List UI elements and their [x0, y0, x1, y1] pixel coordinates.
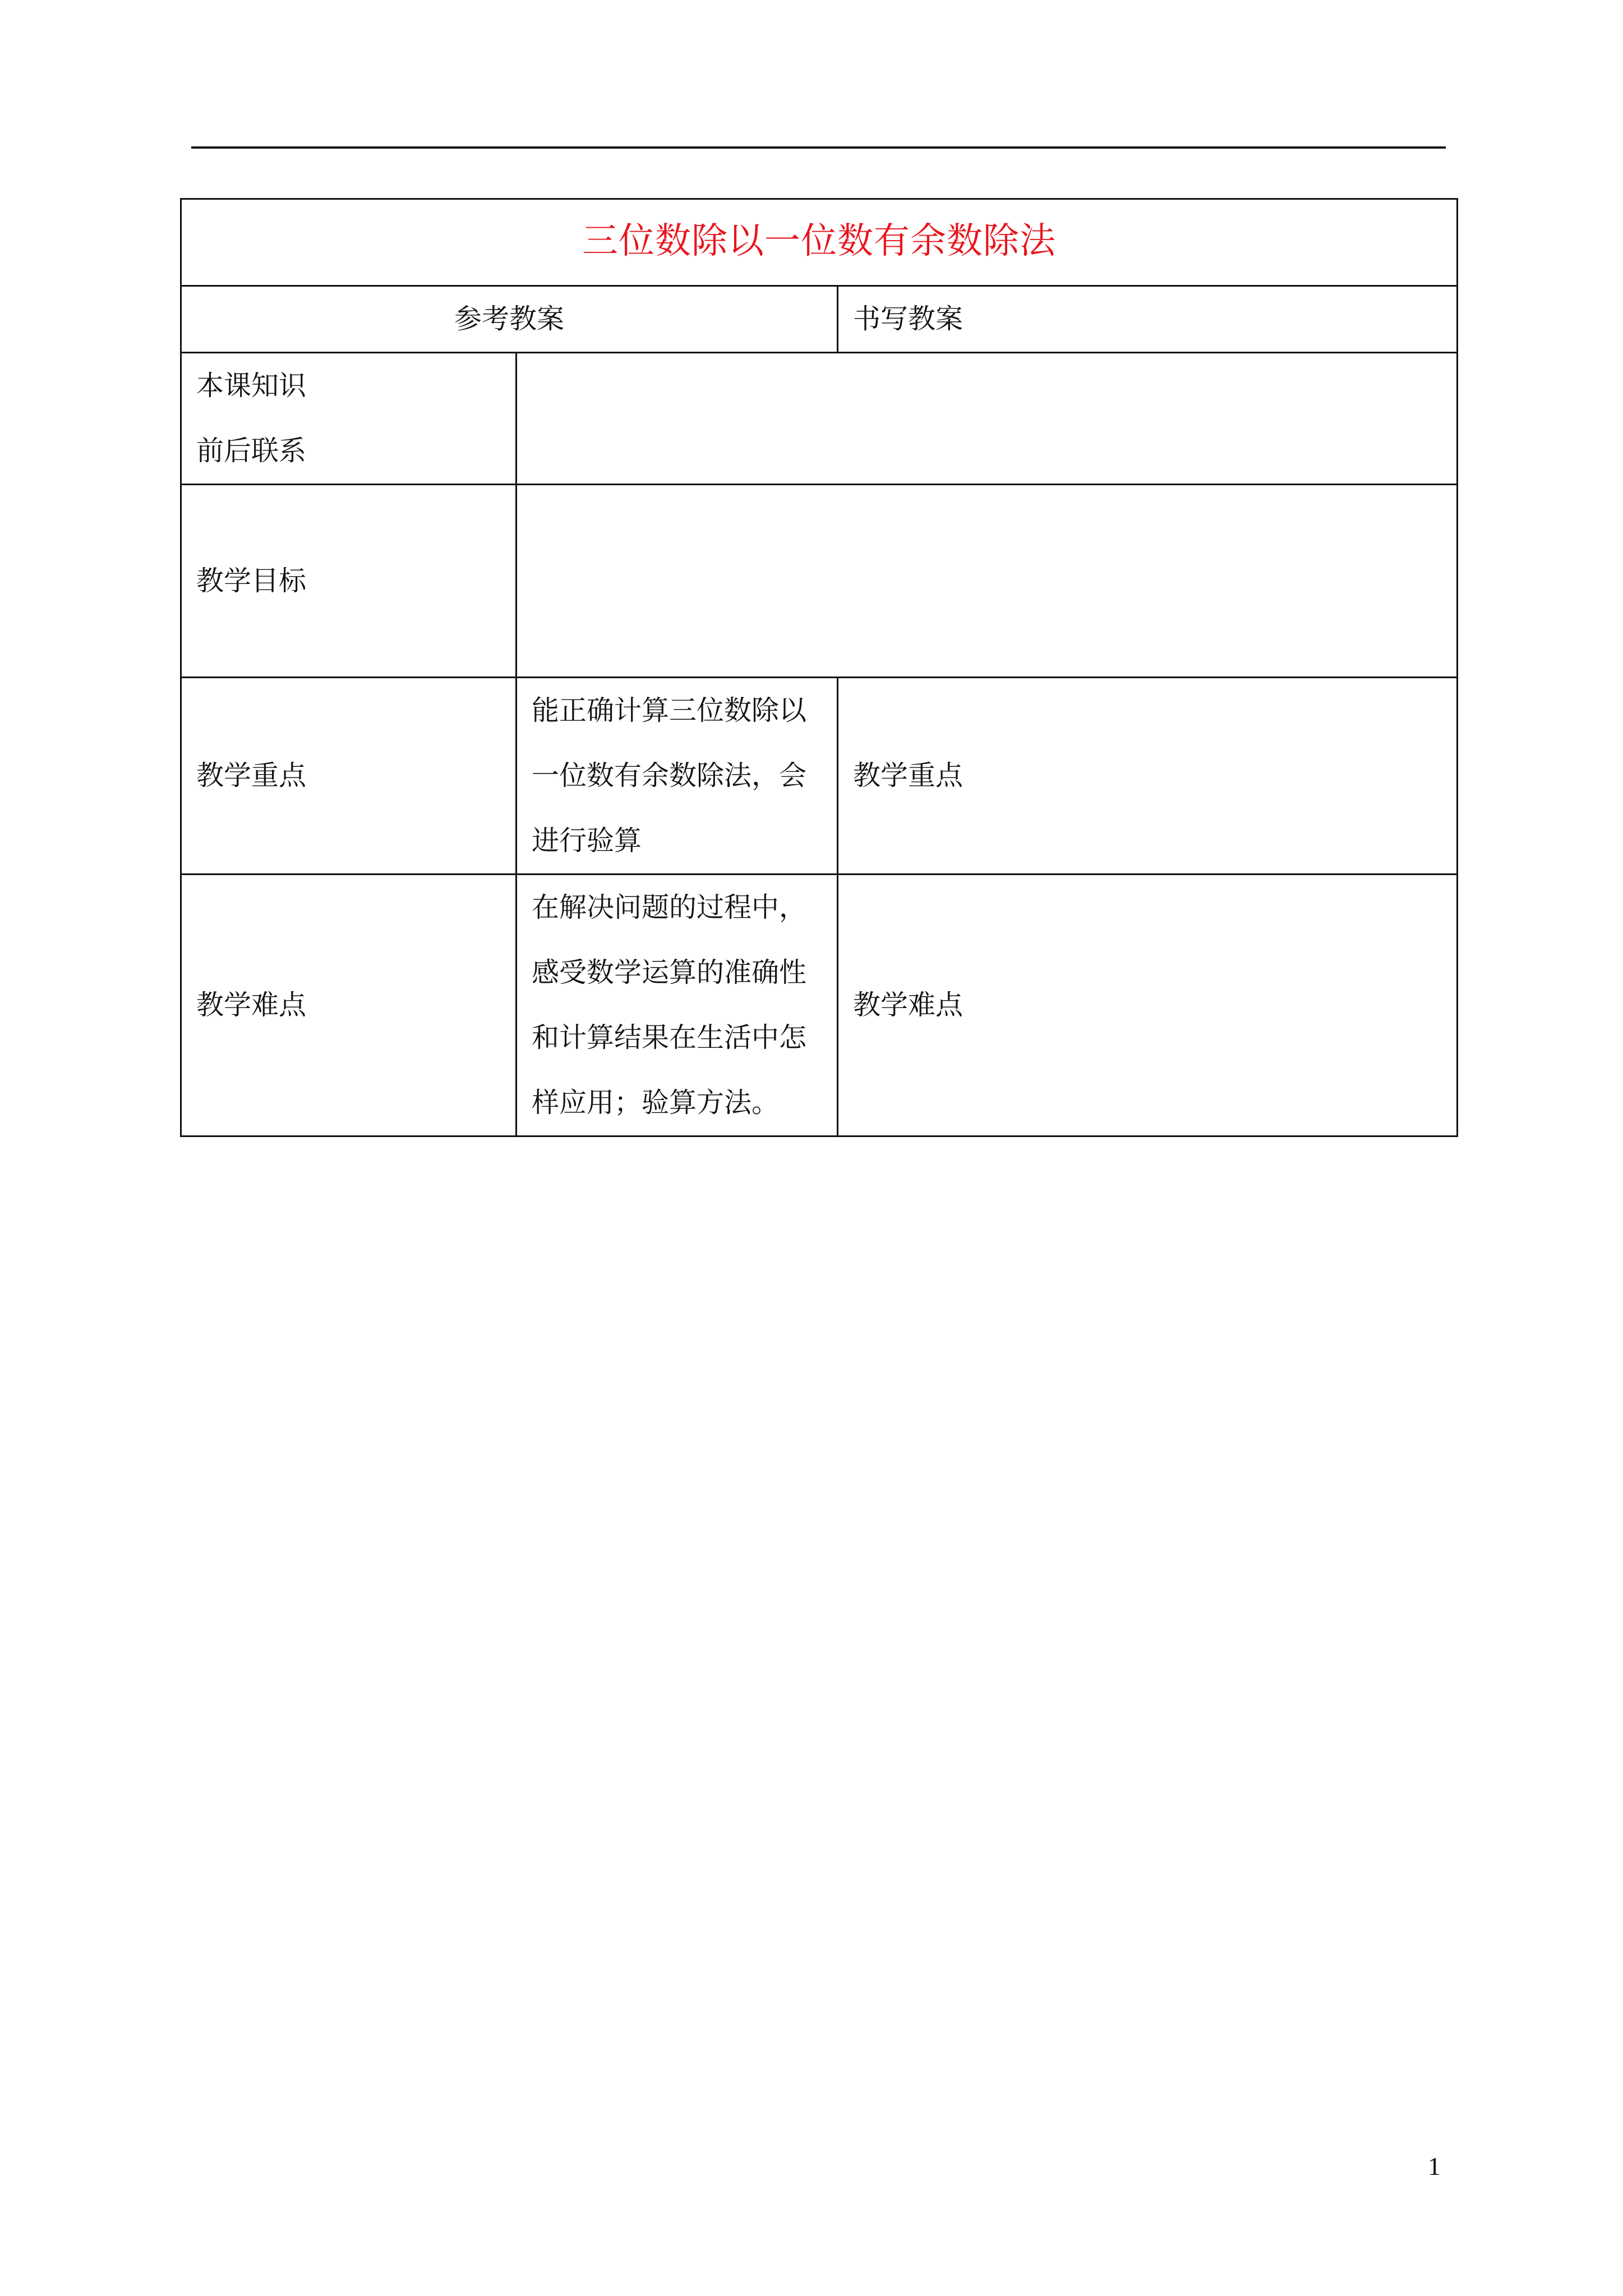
difficulty-label: 教学难点: [181, 875, 517, 1137]
lesson-plan-table: [180, 198, 1458, 1137]
key-point-line: 进行验算: [532, 825, 642, 857]
teaching-goal-content: [517, 485, 1458, 678]
knowledge-link-label-line: 前后联系: [196, 435, 307, 467]
key-point-label: 教学重点: [181, 678, 517, 875]
key-point-line: 能正确计算三位数除以: [532, 694, 807, 726]
difficulty-line: 感受数学运算的准确性: [532, 956, 807, 988]
reference-plan-header: 参考教案: [181, 286, 838, 353]
difficulty-row: [181, 875, 1458, 1137]
header-rule: [191, 146, 1446, 149]
knowledge-link-label: [181, 353, 517, 485]
teaching-goal-label: 教学目标: [181, 485, 517, 678]
page-number: 1: [1428, 2152, 1441, 2180]
difficulty-line: 和计算结果在生活中怎: [532, 1022, 807, 1053]
knowledge-link-row: [181, 353, 1458, 485]
difficulty-writing-label: 教学难点: [838, 875, 1458, 1137]
teaching-goal-row: [181, 485, 1458, 678]
writing-plan-header: 书写教案: [838, 286, 1458, 353]
title-row: [181, 199, 1458, 286]
difficulty-content: [517, 875, 838, 1137]
key-point-row: [181, 678, 1458, 875]
page-title: 三位数除以一位数有余数除法: [582, 220, 1056, 262]
difficulty-line: 样应用；验算方法。: [532, 1087, 780, 1119]
key-point-line: 一位数有余数除法，会: [532, 760, 807, 792]
title-cell: [181, 199, 1458, 286]
key-point-content: [517, 678, 838, 875]
key-point-writing-label: 教学重点: [838, 678, 1458, 875]
column-header-row: [181, 286, 1458, 353]
difficulty-line: 在解决问题的过程中，: [532, 891, 807, 923]
knowledge-link-label-line: 本课知识: [196, 370, 307, 402]
knowledge-link-content: [517, 353, 1458, 485]
